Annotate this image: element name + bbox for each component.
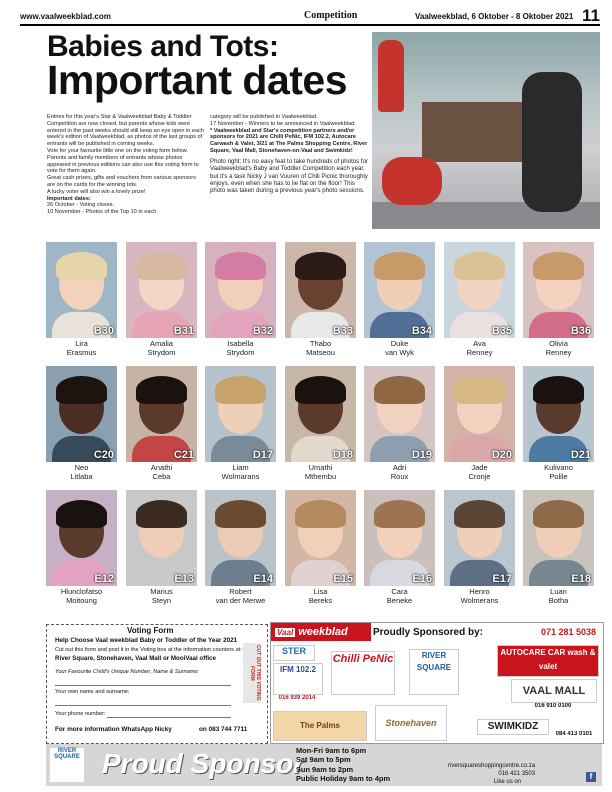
proud-sponsor-text: Proud Sponsor [102,748,305,779]
phone-label: Your phone number: [55,711,106,717]
own-name-field[interactable] [55,705,231,706]
entrant-photo [444,366,515,462]
entrant-photo [364,366,435,462]
entrant-photo [285,366,356,462]
paragraph: A lucky voter will also win a lovely prize! [47,188,146,195]
favourite-child-field[interactable] [55,685,231,686]
child-hair [56,252,107,280]
child-hair [533,500,584,528]
voting-locations: River Square, Stonehaven, Vaal Mall or MooiVaal office [55,655,216,662]
entrant-name: Adri Roux [390,463,409,481]
entrant-photo [364,490,435,586]
entrant-name: Anathi Ceba [150,463,173,481]
entrant-name: Robert van der Merwe [215,587,266,605]
site-url[interactable]: www.vaalweekblad.com [20,12,111,21]
photo-caption: Photo right: It's no easy feat to take hundreds of photos for Vaalweekblad's Baby and Toddler Competition each year, but it's a task Nicky J van Vuuren of Chili Picnic thoroughly enjoys, even when she has to lie flat on the floor! This photo was taken during a previous year's photo sessions. [210,157,369,195]
entrant-grid [46,242,602,614]
phone-field[interactable] [107,717,231,718]
palms-logo: The Palms [273,711,367,741]
child-hair [215,500,266,528]
voting-form-title: Voting Form [127,626,174,635]
entrant-photo [364,242,435,338]
voting-instruction: Cut out this form and post it in the Voting box at the information counters at: [55,647,242,653]
entrant-photo [46,366,117,462]
entrant-code: E15 [333,573,353,585]
entrant-photo [205,242,276,338]
child-hair [454,500,505,528]
entrant-photo [205,490,276,586]
paragraph: Vote for your favourite little one on the voting form below. Parents and family members of entrants whose photos appeared in previous editions can also use this voting form to vote for them again. [47,147,199,175]
entrant-code: B31 [173,325,194,337]
child-hair [56,376,107,404]
entrant-name: Duke van Wyk [385,339,414,357]
entrant-code: B32 [252,325,273,337]
hours-line: Sun 9am to 2pm [296,764,354,774]
swimkidz-phone: 084 413 0101 [555,731,593,737]
entrant-photo [126,366,197,462]
entrant-code: C21 [173,449,194,461]
entrant-photo [523,490,594,586]
photo-session-image [372,32,600,229]
entrant-name: Neo Litlaba [70,463,93,481]
child-hair [295,252,346,280]
river-square-logo: RIVER SQUARE [409,649,459,695]
child-hair [295,500,346,528]
entrant-name: Cara Beneke [386,587,413,605]
table [422,102,532,162]
river-square-logo-small: RIVER SQUARE [50,748,84,782]
entrant-code: D20 [491,449,512,461]
entrant-code: E12 [94,573,114,585]
entrant-name: Umathi Mthembu [304,463,337,481]
entrant-code: B36 [570,325,591,337]
entrant-code: D18 [332,449,353,461]
entrant-code: B34 [411,325,432,337]
child-hair [136,500,187,528]
entrant-photo [205,366,276,462]
child-hair [374,252,425,280]
paragraph: Important dates: [47,195,91,202]
entrant-code: E13 [174,573,194,585]
entrant-photo [444,242,515,338]
banner-weekblad: weekblad [298,626,348,638]
vaal-mall-logo: VAAL MALL [511,679,597,703]
entrant-name: Jade Cronje [468,463,491,481]
hours-line: Public Holiday 9am to 4pm [296,774,391,784]
entrant-photo [126,490,197,586]
page-header [20,8,600,26]
child-hair [533,376,584,404]
entrant-code: E18 [571,573,591,585]
paragraph: Great cash prizes, gifts and vouchers from various sponsors are on the cards for the winning tots. [47,175,196,188]
headline-line1: Babies and Tots: [47,30,279,63]
trading-hours [296,746,390,784]
entrant-name: Marius Steyn [150,587,173,605]
chilli-picnic-logo: Chilli PeNic [331,651,395,695]
entrant-code: E17 [492,573,512,585]
own-name-label: Your own name and surname: [55,689,130,695]
hours-line: Sat 9am to 5pm [296,755,351,765]
hours-line: Mon-Fri 9am to 6pm [296,746,367,755]
voting-form [46,624,268,744]
entrant-photo [126,242,197,338]
paragraph: Entries for this year's Star & Vaalweekblad Baby & Toddler Competition are now closed, but parents whose kids were entered in the past weeks should still keep an eye open in each week's edition of Vaalweekblad, as photos of the last groups of entrants will be published in coming weeks. [47,114,205,148]
contact-info [448,762,535,786]
entrant-photo [46,242,117,338]
article-column-1 [47,114,205,216]
entrant-name: Lira Erasmus [66,339,97,357]
entrant-code: D19 [411,449,432,461]
facebook-icon[interactable]: f [586,772,596,782]
paragraph: 17 November - Winners to be announced in Vaalweekblad. [210,120,356,127]
headline-line2: Important dates [47,57,348,103]
whatsapp-info: For more information WhatsApp Nicky [55,726,172,733]
favourite-child-label: Your Favourite Child's Unique Number, Name & Surname: [55,669,200,675]
entrant-photo [285,490,356,586]
child-hair [136,252,187,280]
autocare-logo: AUTOCARE CAR wash & valet [497,645,599,677]
child-hair [454,376,505,404]
child-hair [136,376,187,404]
entrant-photo [46,490,117,586]
issue-date: Vaalweekblad, 6 Oktober - 8 Oktober 2021 [415,12,574,21]
child-hair [295,376,346,404]
entrant-photo [285,242,356,338]
entrant-name: Lisa Bereks [308,587,333,605]
entrant-name: Amalia Strydom [147,339,176,357]
entrant-code: E14 [253,573,273,585]
cut-out-label: CUT OUT THIS VOTING FORM [243,643,261,703]
paragraph: * Vaalweekblad and Star's competition partners and/or sponsors for 2021 are Chilli PeNic, IFM 102.2, Autocare Carwash & Valet, 3/21 at The Palms Shopping Centre, River Square, Vaal Mall, Stonehaven-on-Vaal and Swimkidz! [210,127,368,154]
vaal-mall-phone: 016 910 0100 [534,703,572,709]
entrant-photo [523,366,594,462]
entrant-code: D17 [252,449,273,461]
entrant-code: B35 [491,325,512,337]
page-number: 11 [582,6,600,25]
whatsapp-number: on 083 744 7711 [199,726,248,733]
like-us-label: Like us on [493,779,522,785]
entrant-name: Hlunclofatso Moitoung [60,587,103,605]
entrant-name: Liam Wolmarans [221,463,260,481]
person-standing [378,40,404,112]
sponsors-panel [270,622,604,744]
paragraph: category will be published in Vaalweekblad. [210,114,318,120]
entrant-name: Thabo Matseou [306,339,335,357]
entrant-code: B30 [93,325,114,337]
paragraph: 10 November - Photos of the Top 10 in each [47,209,157,216]
child-hair [454,252,505,280]
section-title: Competition [304,10,358,21]
sponsors-title: Proudly Sponsored by: [373,627,484,638]
entrant-name: Luan Botha [548,587,569,605]
child-hair [533,252,584,280]
ifm-phone: 016 939 2014 [278,695,316,701]
entrant-name: Ava Renney [466,339,493,357]
vaalweekblad-banner [271,623,371,641]
entrant-name: Olivia Renney [545,339,572,357]
contact-phone: 016 421 3503 [498,771,536,777]
entrant-name: Kulivano Polile [544,463,573,481]
entrant-name: Isabella Strydom [226,339,255,357]
stonehaven-logo: Stonehaven [375,705,447,741]
website-link[interactable]: riversquareshoppingcentre.co.za [448,763,536,769]
entrant-photo [523,242,594,338]
voting-instruction: Help Choose Vaal weekblad Baby or Toddler of the Year 2021 [55,637,238,644]
ster-logo: STER [273,645,315,661]
person-seated [522,72,582,212]
child-hair [215,376,266,404]
child-hair [56,500,107,528]
entrant-name: Henro Wolmerans [460,587,499,605]
ifm-logo: IFM 102.2 [273,663,323,695]
child-hair [374,376,425,404]
banner-vaal: Vaal [277,628,294,637]
entrant-photo [444,490,515,586]
sponsor-phone: 071 281 5038 [541,627,597,637]
child-hair [374,500,425,528]
entrant-code: B33 [332,325,353,337]
entrant-code: E16 [412,573,432,585]
child-hair [215,252,266,280]
river-square-ad [46,744,602,786]
article-column-2 [210,114,368,195]
entrant-code: C20 [93,449,114,461]
swimkidz-logo: SWIMKIDZ [477,719,549,735]
photographer-on-floor [382,157,442,205]
entrant-code: D21 [570,449,591,461]
paragraph: 26 October - Voting closes. [47,202,115,209]
